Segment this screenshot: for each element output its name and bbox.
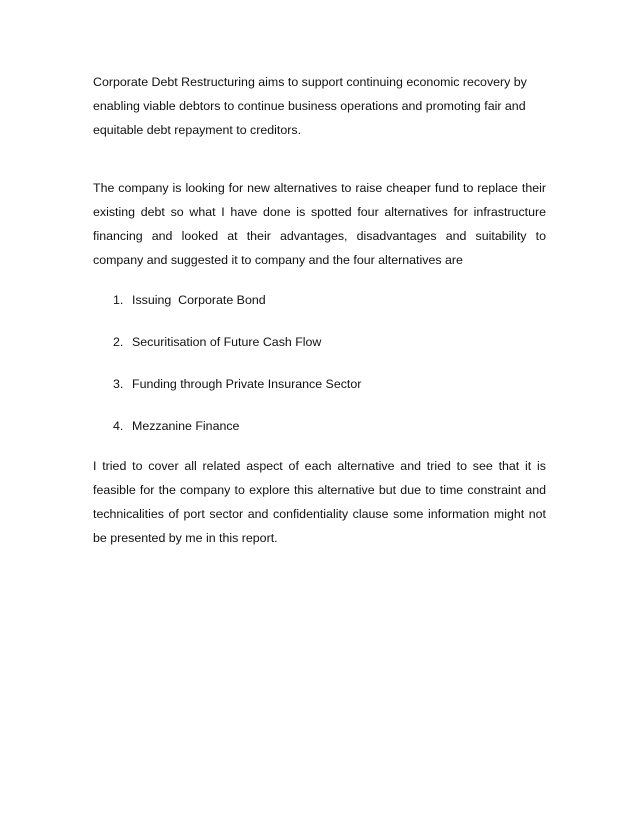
list-item-number: 2. [113, 335, 124, 349]
conclusion-paragraph: I tried to cover all related aspect of each alternative and tried to see that it is feasible for the company to explore this alternative but due to time constraint and technicalities of port sector and confidentiality clause some information might not be presented by me in this report. [93, 459, 546, 545]
list-item-number: 1. [113, 293, 124, 307]
list-item [93, 372, 546, 396]
list-item [93, 414, 546, 438]
document-body [93, 70, 546, 550]
list-item-text: Issuing Corporate Bond [132, 293, 266, 307]
list-item-number: 4. [113, 419, 124, 433]
alternatives-list [93, 288, 546, 438]
alternatives-intro-paragraph: The company is looking for new alternatives to raise cheaper fund to replace their existing debt so what I have done is spotted four alternatives for infrastructure financing and looked at their advantages, disadvantages and suitability to company and suggested it to company and the four alternatives are [93, 181, 546, 267]
list-item [93, 288, 546, 312]
intro-paragraph: Corporate Debt Restructuring aims to support continuing economic recovery by enabling viable debtors to continue business operations and promoting fair and equitable debt repayment to creditors. [93, 75, 527, 137]
alternatives-list-container [93, 288, 546, 438]
list-item [93, 330, 546, 354]
list-spacer [93, 396, 546, 414]
list-spacer [93, 354, 546, 372]
list-item-number: 3. [113, 377, 124, 391]
list-spacer [93, 312, 546, 330]
list-item-text: Securitisation of Future Cash Flow [132, 335, 322, 349]
list-item-text: Mezzanine Finance [132, 419, 240, 433]
list-item-text: Funding through Private Insurance Sector [132, 377, 362, 391]
